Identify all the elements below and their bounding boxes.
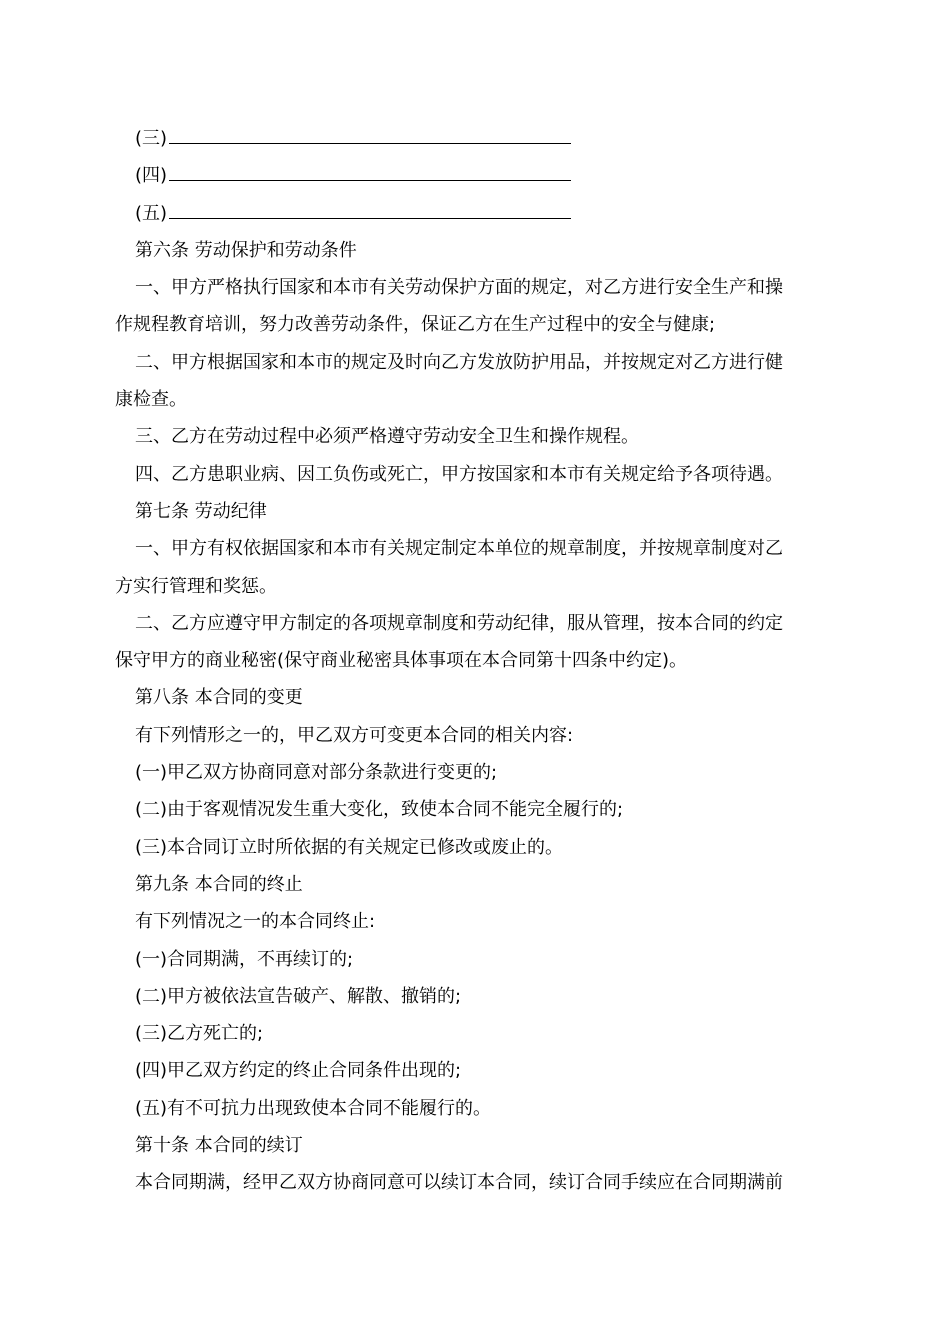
text-line: 三、乙方在劳动过程中必须严格遵守劳动安全卫生和操作规程。 [135, 426, 639, 448]
text-line: 方实行管理和奖惩。 [115, 575, 277, 597]
text-line: 第八条 本合同的变更 [135, 687, 303, 709]
text-line: 四、乙方患职业病、因工负伤或死亡，甲方按国家和本市有关规定给予各项待遇。 [135, 463, 783, 485]
text-line: (一)甲乙双方协商同意对部分条款进行变更的; [135, 762, 498, 784]
blank-underline [169, 200, 571, 219]
text-line: (三)本合同订立时所依据的有关规定已修改或废止的。 [135, 836, 564, 858]
text-line: 第十条 本合同的续订 [135, 1135, 303, 1157]
text-line: 第六条 劳动保护和劳动条件 [135, 239, 357, 261]
blank-field-3 [115, 120, 835, 157]
text-line: 康检查。 [115, 389, 187, 411]
text-line: (四)甲乙双方约定的终止合同条件出现的; [135, 1060, 462, 1082]
blank-field-5 [115, 195, 835, 232]
blank-underline [169, 162, 571, 181]
blank-underline [169, 125, 571, 144]
text-line: 本合同期满，经甲乙双方协商同意可以续订本合同，续订合同手续应在合同期满前 [135, 1172, 783, 1194]
document-body [115, 120, 835, 1202]
text-line: 有下列情况之一的本合同终止: [135, 911, 376, 933]
blank-field-label: (五) [135, 202, 168, 224]
text-line: (五)有不可抗力出现致使本合同不能履行的。 [135, 1097, 492, 1119]
text-line: (一)合同期满，不再续订的; [135, 948, 354, 970]
text-line: (二)甲方被依法宣告破产、解散、撤销的; [135, 985, 462, 1007]
text-line: (二)由于客观情况发生重大变化，致使本合同不能完全履行的; [135, 799, 624, 821]
text-line: 作规程教育培训，努力改善劳动条件，保证乙方在生产过程中的安全与健康; [115, 314, 716, 336]
text-line: (三)乙方死亡的; [135, 1023, 264, 1045]
blank-field-4 [115, 157, 835, 194]
text-line: 有下列情形之一的，甲乙双方可变更本合同的相关内容: [135, 724, 574, 746]
contract-text [115, 232, 835, 1202]
text-line: 保守甲方的商业秘密(保守商业秘密具体事项在本合同第十四条中约定)。 [115, 650, 688, 672]
text-line: 第七条 劳动纪律 [135, 500, 267, 522]
text-line: 一、甲方有权依据国家和本市有关规定制定本单位的规章制度，并按规章制度对乙 [135, 538, 783, 560]
text-line: 二、甲方根据国家和本市的规定及时向乙方发放防护用品，并按规定对乙方进行健 [135, 351, 783, 373]
text-line: 第九条 本合同的终止 [135, 873, 303, 895]
blank-field-label: (三) [135, 128, 168, 149]
text-line: 二、乙方应遵守甲方制定的各项规章制度和劳动纪律，服从管理，按本合同的约定 [135, 612, 783, 634]
text-line: 一、甲方严格执行国家和本市有关劳动保护方面的规定，对乙方进行安全生产和操 [135, 277, 783, 299]
blank-field-label: (四) [135, 165, 168, 187]
